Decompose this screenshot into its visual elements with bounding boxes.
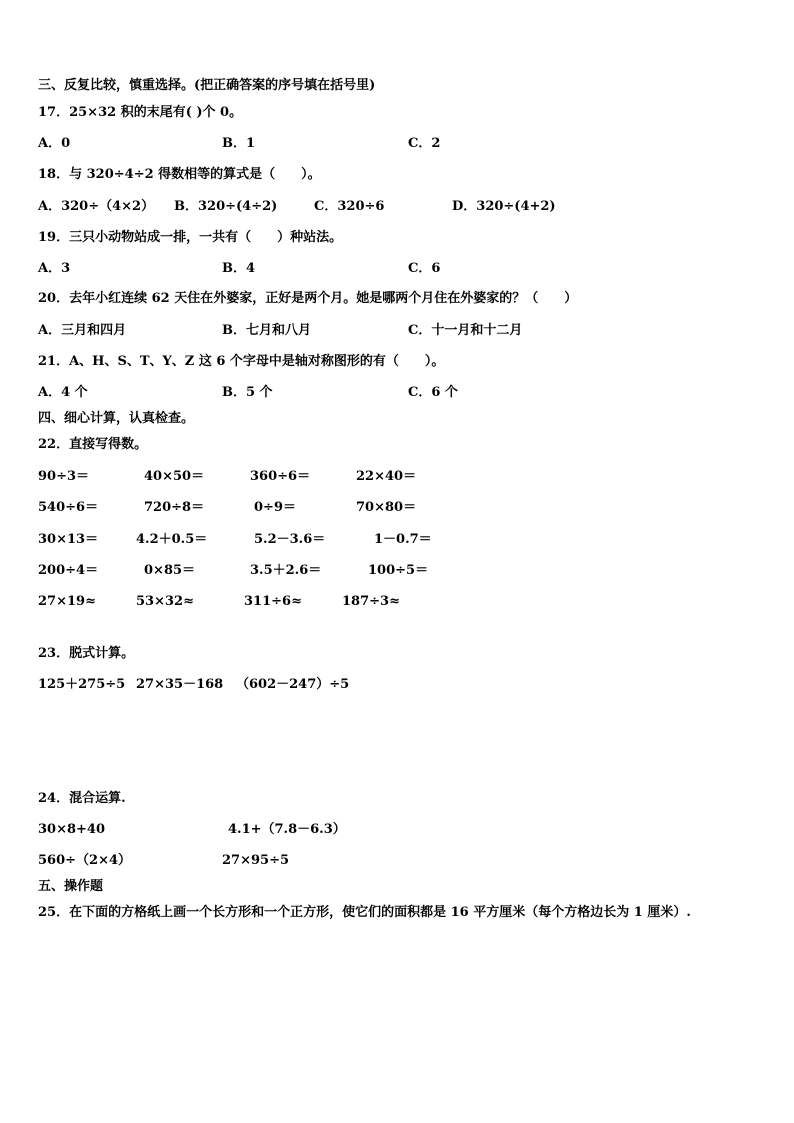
q17-option-b: B．1 [222,136,256,151]
q24-item: 4.1+（7.8－6.3） [228,822,346,837]
q19-option-c: C．6 [408,261,441,276]
q22-item: 187÷3≈ [342,594,400,609]
q22-item: 0×85＝ [144,563,196,578]
q22-item: 1－0.7＝ [374,532,432,547]
q22-item: 200÷4＝ [38,563,99,578]
q18-stem: 18．与 320÷4÷2 得数相等的算式是（ ）。 [38,167,321,182]
q20-stem: 20．去年小红连续 62 天住在外婆家，正好是两个月。她是哪两个月住在外婆家的？（ ） [38,291,578,306]
q17-stem: 17．25×32 积的末尾有( )个 0。 [38,105,243,120]
q18-option-d: D．320÷(4+2) [452,199,556,214]
q18-option-a: A．320÷（4×2） [38,199,155,214]
q22-stem: 22．直接写得数。 [38,437,148,452]
q21-option-a: A．4 个 [38,385,88,400]
q23-item: 125＋275÷5 [38,677,126,692]
q25-stem: 25．在下面的方格纸上画一个长方形和一个正方形，使它们的面积都是 16 平方厘米（每个方格边长为 1 厘米）. [38,905,691,920]
q22-item: 53×32≈ [136,594,194,609]
q24-item: 30×8+40 [38,822,106,837]
q19-stem: 19．三只小动物站成一排，一共有（ ）种站法。 [38,230,343,245]
q19-option-a: A．3 [38,261,71,276]
q22-item: 5.2－3.6＝ [254,532,326,547]
q19-option-b: B．4 [222,261,256,276]
q22-item: 70×80＝ [356,500,417,515]
q21-stem: 21．A、H、S、T、Y、Z 这 6 个字母中是轴对称图形的有（ ）。 [38,354,445,369]
q20-option-b: B．七月和八月 [222,323,311,338]
q24-item: 560÷（2×4） [38,853,132,868]
q22-item: 720÷8＝ [144,500,205,515]
q22-item: 22×40＝ [356,469,417,484]
section3-heading: 三、反复比较，慎重选择。(把正确答案的序号填在括号里) [38,78,376,93]
q22-item: 4.2＋0.5＝ [136,532,208,547]
section5-heading: 五、操作题 [38,879,104,894]
q23-item: 27×35－168 [136,677,224,692]
q21-option-b: B．5 个 [222,385,273,400]
q18-option-c: C．320÷6 [314,199,385,214]
q17-option-c: C．2 [408,136,441,151]
q20-option-c: C．十一月和十二月 [408,323,523,338]
q17-option-a: A．0 [38,136,71,151]
q23-stem: 23．脱式计算。 [38,646,135,661]
q22-item: 90÷3＝ [38,469,90,484]
q22-item: 30×13＝ [38,532,99,547]
q22-item: 0÷9＝ [254,500,296,515]
q22-item: 540÷6＝ [38,500,99,515]
q22-item: 27×19≈ [38,594,96,609]
q22-item: 100÷5＝ [368,563,429,578]
q22-item: 360÷6＝ [250,469,311,484]
q22-item: 311÷6≈ [244,594,302,609]
q23-item: （602－247）÷5 [236,677,350,692]
q24-item: 27×95÷5 [222,853,290,868]
q22-item: 3.5＋2.6＝ [250,563,322,578]
q21-option-c: C．6 个 [408,385,458,400]
section4-heading: 四、细心计算，认真检查。 [38,411,195,426]
q22-item: 40×50＝ [144,469,205,484]
q24-stem: 24．混合运算. [38,791,126,806]
q20-option-a: A．三月和四月 [38,323,127,338]
q18-option-b: B．320÷(4÷2) [174,199,278,214]
